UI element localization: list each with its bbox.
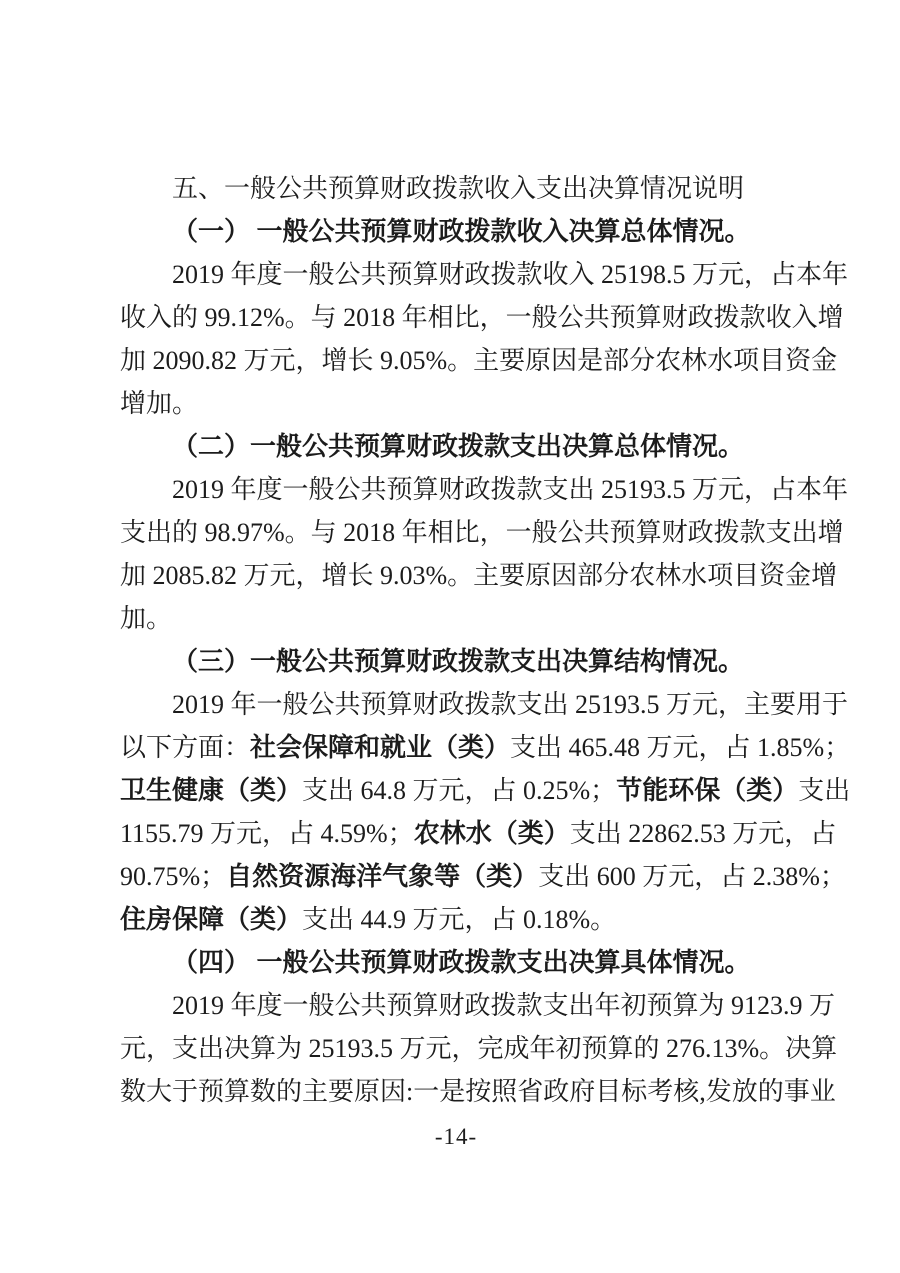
text-run: 以下方面： [120, 733, 251, 762]
text-run: 收入的 99.12%。与 2018 年相比，一般公共预算财政拨款收入增 [120, 303, 844, 332]
text-line [120, 511, 844, 554]
bold-text-run: 农林水（类） [413, 819, 570, 848]
text-run: 2019 年一般公共预算财政拨款支出 25193.5 万元，主要用于 [172, 690, 849, 719]
text-run: 数大于预算数的主要原因:一是按照省政府目标考核,发放的事业 [120, 1077, 836, 1106]
text-line [120, 468, 849, 511]
bold-text-run: 住房保障（类） [120, 905, 303, 934]
text-run: 元，支出决算为 25193.5 万元，完成年初预算的 276.13%。决算 [120, 1034, 838, 1063]
text-line [120, 382, 792, 425]
section-heading [120, 425, 792, 468]
bold-text-run: （三）一般公共预算财政拨款支出决算结构情况。 [172, 647, 745, 676]
bold-text-run: （四） 一般公共预算财政拨款支出决算具体情况。 [172, 948, 751, 977]
text-run: 支出 [798, 776, 851, 805]
text-line [120, 253, 849, 296]
bold-text-run: 自然资源海洋气象等（类） [226, 862, 539, 891]
bold-text-run: （二）一般公共预算财政拨款支出决算总体情况。 [172, 432, 745, 461]
text-line [120, 984, 836, 1027]
text-line [120, 683, 849, 726]
bold-text-run: （一） 一般公共预算财政拨款收入决算总体情况。 [172, 217, 751, 246]
text-line [120, 855, 846, 898]
section-heading [120, 210, 792, 253]
document-content [120, 167, 851, 1113]
text-run: 支出 44.9 万元，占 0.18%。 [302, 905, 617, 934]
text-line [120, 296, 844, 339]
text-run: 五、一般公共预算财政拨款收入支出决算情况说明 [172, 174, 745, 203]
text-line [120, 812, 837, 855]
bold-text-run: 卫生健康（类） [120, 776, 303, 805]
text-line [120, 726, 851, 769]
document-title [120, 167, 792, 210]
text-line [120, 597, 792, 640]
text-line [120, 898, 792, 941]
page-number: -14- [434, 1124, 478, 1149]
text-run: 支出 64.8 万元，占 0.25%； [302, 776, 617, 805]
text-run: 2019 年度一般公共预算财政拨款支出年初预算为 9123.9 万 [172, 991, 836, 1020]
text-run: 支出 600 万元，占 2.38%； [538, 862, 846, 891]
text-run: 支出 22862.53 万元，占 [569, 819, 837, 848]
bold-text-run: 社会保障和就业（类） [250, 733, 511, 762]
text-run: 加。 [120, 604, 173, 633]
section-heading [120, 640, 792, 683]
text-run: 1155.79 万元，占 4.59%； [120, 819, 414, 848]
text-run: 支出的 98.97%。与 2018 年相比，一般公共预算财政拨款支出增 [120, 518, 844, 547]
text-run: 增加。 [120, 389, 199, 418]
text-line [120, 554, 838, 597]
text-line [120, 339, 838, 382]
bold-text-run: 节能环保（类） [616, 776, 799, 805]
section-heading [120, 941, 792, 984]
text-line [120, 1070, 836, 1113]
text-run: 支出 465.48 万元，占 1.85%； [510, 733, 851, 762]
text-run: 90.75%； [120, 862, 227, 891]
text-line [120, 1027, 838, 1070]
text-run: 加 2085.82 万元，增长 9.03%。主要原因部分农林水项目资金增 [120, 561, 838, 590]
text-run: 加 2090.82 万元，增长 9.05%。主要原因是部分农林水项目资金 [120, 346, 838, 375]
text-line [120, 769, 851, 812]
text-run: 2019 年度一般公共预算财政拨款收入 25198.5 万元，占本年 [172, 260, 849, 289]
text-run: 2019 年度一般公共预算财政拨款支出 25193.5 万元，占本年 [172, 475, 849, 504]
